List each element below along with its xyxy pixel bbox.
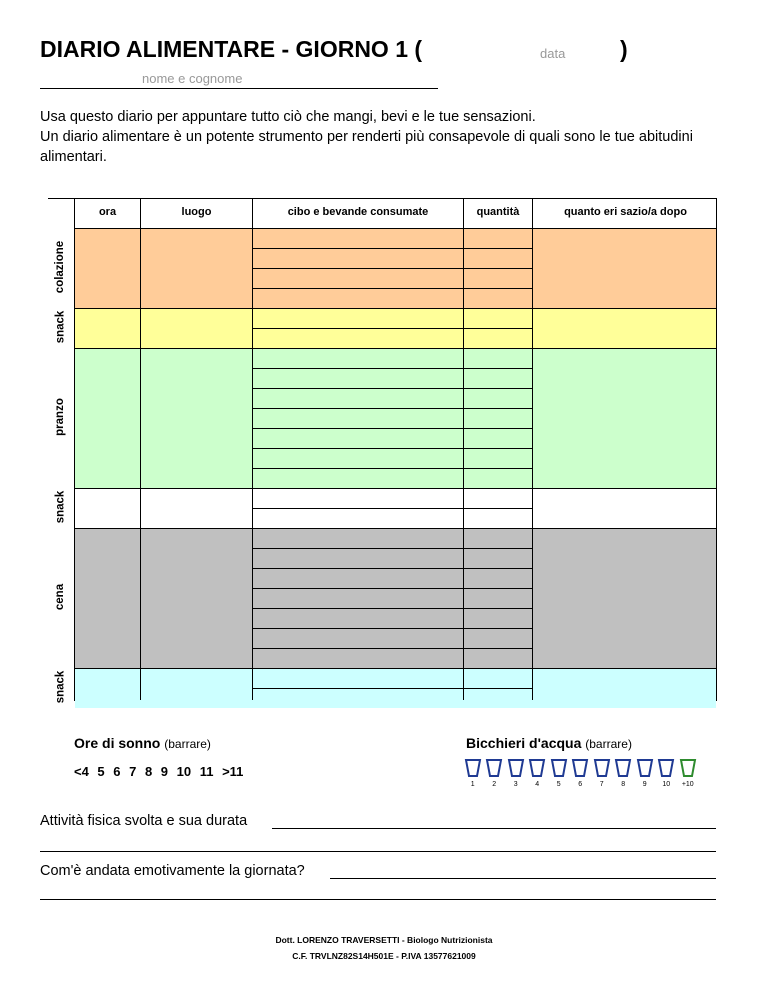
meal-label-text: colazione: [54, 240, 66, 294]
glass-number: 3: [513, 781, 518, 788]
water-glass[interactable]: [548, 758, 570, 788]
column-divider: [532, 199, 533, 700]
glass-outline: [487, 760, 501, 776]
water-title: Bicchieri d'acqua: [466, 735, 582, 751]
footer-line-1: Dott. LORENZO TRAVERSETTI - Biologo Nutrizionista: [275, 935, 493, 945]
sleep-hours-options[interactable]: <4 5 6 7 8 9 10 11 >11: [74, 764, 244, 779]
entry-line[interactable]: [253, 648, 532, 649]
meal-label-text: cena: [54, 583, 66, 611]
water-glass[interactable]: [570, 758, 592, 788]
date-placeholder[interactable]: data: [540, 46, 566, 61]
meal-label-snack: [48, 667, 72, 707]
glass-outline: [530, 760, 544, 776]
entry-line[interactable]: [253, 608, 532, 609]
entry-line[interactable]: [253, 288, 532, 289]
glass-outline: [509, 760, 523, 776]
column-divider: [463, 199, 464, 700]
water-section-title: [466, 735, 632, 751]
mood-answer-line[interactable]: [330, 878, 716, 879]
entry-line[interactable]: [253, 508, 532, 509]
water-glass[interactable]: [527, 758, 549, 788]
glass-icon: [528, 758, 546, 778]
meal-label-text: snack: [54, 670, 67, 704]
entry-line[interactable]: [253, 568, 532, 569]
footer-line-2: C.F. TRVLNZ82S14H501E - P.IVA 13577621009: [292, 951, 476, 961]
food-diary-table: [74, 198, 717, 701]
label-column-top-border: [48, 198, 74, 199]
activity-answer-line[interactable]: [272, 828, 716, 829]
glass-icon: [550, 758, 568, 778]
glass-number: 8: [621, 781, 626, 788]
entry-line[interactable]: [253, 688, 532, 689]
entry-line[interactable]: [253, 448, 532, 449]
entry-line[interactable]: [253, 268, 532, 269]
page-title: DIARIO ALIMENTARE - GIORNO 1 (: [40, 36, 423, 62]
entry-line[interactable]: [253, 408, 532, 409]
entry-line[interactable]: [253, 248, 532, 249]
column-divider: [140, 199, 141, 700]
glass-number: +10: [681, 781, 694, 788]
water-glass[interactable]: [634, 758, 656, 788]
entry-line[interactable]: [253, 588, 532, 589]
water-glass[interactable]: [505, 758, 527, 788]
entry-line[interactable]: [253, 428, 532, 429]
title-close-paren: ): [620, 36, 628, 62]
water-glass[interactable]: [462, 758, 484, 788]
water-glass-row: [462, 758, 702, 788]
sleep-hint: (barrare): [164, 737, 211, 751]
glass-icon: [571, 758, 589, 778]
glass-icon: [464, 758, 482, 778]
meal-label-snack: [48, 307, 72, 347]
name-field-line[interactable]: [40, 88, 438, 89]
glass-icon: [657, 758, 675, 778]
meal-label-cena: [48, 527, 72, 667]
glass-icon: [679, 758, 697, 778]
glass-icon: [636, 758, 654, 778]
header-cibo: cibo e bevande consumate: [287, 206, 429, 218]
meal-label-text: snack: [54, 310, 67, 344]
water-glass[interactable]: [591, 758, 613, 788]
glass-icon: [507, 758, 525, 778]
entry-line[interactable]: [253, 628, 532, 629]
entry-line[interactable]: [253, 368, 532, 369]
glass-outline: [616, 760, 630, 776]
meal-band-pranzo[interactable]: [75, 348, 716, 488]
glass-outline: [638, 760, 652, 776]
header-ora: ora: [98, 206, 117, 218]
column-divider: [252, 199, 253, 700]
glass-outline: [681, 760, 695, 776]
meal-label-pranzo: [48, 347, 72, 487]
water-glass[interactable]: [484, 758, 506, 788]
water-glass[interactable]: [613, 758, 635, 788]
meal-label-colazione: [48, 227, 72, 307]
mood-question: Com'è andata emotivamente la giornata?: [40, 863, 305, 879]
glass-outline: [552, 760, 566, 776]
name-placeholder[interactable]: nome e cognome: [142, 71, 243, 86]
glass-outline: [595, 760, 609, 776]
activity-question: Attività fisica svolta e sua durata: [40, 813, 248, 829]
intro-line-1: Usa questo diario per appuntare tutto ciò che mangi, bevi e le tue sensazioni.: [40, 109, 536, 125]
activity-answer-line-2[interactable]: [40, 851, 716, 852]
glass-outline: [659, 760, 673, 776]
entry-line[interactable]: [253, 388, 532, 389]
glass-outline: [573, 760, 587, 776]
glass-icon: [614, 758, 632, 778]
header-sazieta: quanto eri sazio/a dopo: [564, 206, 687, 218]
header-quantita: quantità: [476, 206, 520, 218]
meal-label-text: pranzo: [54, 398, 67, 436]
glass-number: 10: [662, 781, 671, 788]
intro-line-2: Un diario alimentare è un potente strumento per renderti più consapevole di quali sono le tue abitudini alimentari.: [40, 129, 693, 165]
glass-number: 6: [578, 781, 583, 788]
entry-line[interactable]: [253, 548, 532, 549]
sleep-title: Ore di sonno: [74, 735, 161, 751]
meal-band-cena[interactable]: [75, 528, 716, 668]
footer: [0, 932, 768, 964]
glass-number: 7: [599, 781, 604, 788]
glass-number: 9: [642, 781, 647, 788]
meal-label-snack: [48, 487, 72, 527]
water-glasses: [462, 758, 702, 788]
glass-outline: [466, 760, 480, 776]
meal-label-text: snack: [54, 490, 67, 524]
intro-text: [40, 107, 730, 167]
mood-answer-line-2[interactable]: [40, 899, 716, 900]
glass-number: 1: [470, 781, 475, 788]
glass-number: 5: [556, 781, 561, 788]
glass-number: 4: [535, 781, 540, 788]
header-luogo: luogo: [181, 206, 212, 218]
water-hint: (barrare): [585, 737, 632, 751]
entry-line[interactable]: [253, 468, 532, 469]
glass-number: 2: [492, 781, 497, 788]
sleep-section-title: [74, 735, 211, 751]
water-glass[interactable]: [677, 758, 699, 788]
water-glass[interactable]: [656, 758, 678, 788]
glass-icon: [485, 758, 503, 778]
glass-icon: [593, 758, 611, 778]
entry-line[interactable]: [253, 328, 532, 329]
